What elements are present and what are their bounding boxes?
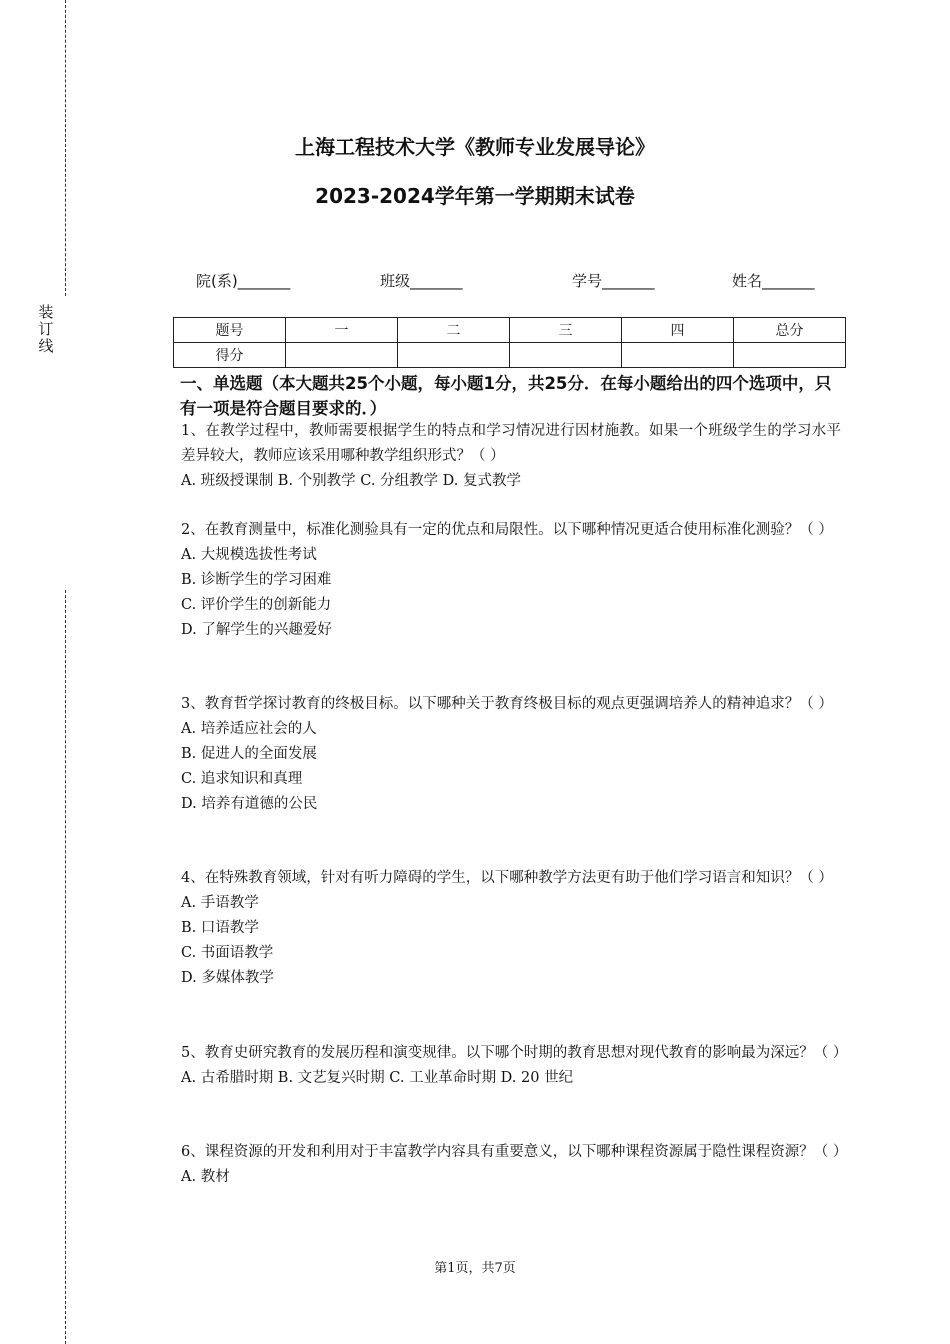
option-c: C. 书面语教学 <box>181 945 274 961</box>
option-b: B. 口语教学 <box>181 920 259 936</box>
option-c: C. 评价学生的创新能力 <box>181 597 332 613</box>
question-options: A. 班级授课制 B. 个别教学 C. 分组教学 D. 复式教学 <box>181 473 522 489</box>
question-options: A. 古希腊时期 B. 文艺复兴时期 C. 工业革命时期 D. 20 世纪 <box>181 1070 574 1086</box>
question-stem: 1、在教学过程中，教师需要根据学生的特点和学习情况进行因材施教。如果一个班级学生的学习水平差异较大，教师应该采用哪种教学组织形式？（ ） <box>181 423 841 464</box>
question-5 <box>181 1041 848 1091</box>
score-table-cell: 四 <box>622 318 734 343</box>
score-table-score-row <box>174 343 846 368</box>
question-stem: 6、课程资源的开发和利用对于丰富教学内容具有重要意义，以下哪种课程资源属于隐性课程资源？（ ） <box>181 1144 848 1160</box>
question-6 <box>181 1140 848 1190</box>
question-stem: 2、在教育测量中，标准化测验具有一定的优点和局限性。以下哪种情况更适合使用标准化测验？（ ） <box>181 522 833 538</box>
score-input-cell[interactable] <box>734 343 846 368</box>
option-a: A. 手语教学 <box>181 895 259 911</box>
page-number: 第1页，共7页 <box>434 1261 516 1276</box>
option-b: B. 促进人的全面发展 <box>181 746 317 762</box>
option-a: A. 培养适应社会的人 <box>181 721 317 737</box>
question-1 <box>181 419 841 494</box>
score-input-cell[interactable] <box>286 343 398 368</box>
binding-line-bottom <box>65 590 66 1344</box>
option-b: B. 诊断学生的学习困难 <box>181 572 332 588</box>
question-stem: 4、在特殊教育领域，针对有听力障碍的学生，以下哪种教学方法更有助于他们学习语言和知识？（ ） <box>181 870 833 886</box>
section-heading: 一、单选题（本大题共25个小题，每小题1分，共25分．在每小题给出的四个选项中，只有一项是符合题目要求的．） <box>180 374 832 418</box>
score-table <box>173 317 846 368</box>
score-table-cell: 总分 <box>734 318 846 343</box>
binding-char: 装 <box>38 303 54 321</box>
score-table-cell: 得分 <box>174 343 286 368</box>
binding-label <box>37 304 55 355</box>
score-table-cell: 一 <box>286 318 398 343</box>
question-stem: 3、教育哲学探讨教育的终极目标。以下哪种关于教育终极目标的观点更强调培养人的精神追求？（ ） <box>181 696 833 712</box>
option-d: D. 培养有道德的公民 <box>181 796 318 812</box>
score-input-cell[interactable] <box>622 343 734 368</box>
exam-subtitle: 2023-2024学年第一学期期末试卷 <box>315 184 635 208</box>
question-stem: 5、教育史研究教育的发展历程和演变规律。以下哪个时期的教育思想对现代教育的影响最为深远？（ ） <box>181 1045 848 1061</box>
score-table-header-row <box>174 318 846 343</box>
name-field[interactable]: 姓名_______ <box>732 272 815 290</box>
question-3 <box>181 692 841 817</box>
score-table-cell: 题号 <box>174 318 286 343</box>
option-d: D. 了解学生的兴趣爱好 <box>181 622 332 638</box>
option-c: C. 追求知识和真理 <box>181 771 303 787</box>
class-field[interactable]: 班级_______ <box>380 272 463 290</box>
option-a: A. 大规模选拔性考试 <box>181 547 317 563</box>
binding-char: 订 <box>38 320 54 338</box>
department-field[interactable]: 院(系)_______ <box>196 272 291 290</box>
option-d: D. 多媒体教学 <box>181 970 274 986</box>
exam-title: 上海工程技术大学《教师专业发展导论》 <box>295 135 655 159</box>
student-id-field[interactable]: 学号_______ <box>572 272 655 290</box>
score-input-cell[interactable] <box>398 343 510 368</box>
score-table-cell: 三 <box>510 318 622 343</box>
score-input-cell[interactable] <box>510 343 622 368</box>
question-4 <box>181 866 841 991</box>
binding-char: 线 <box>38 337 54 355</box>
score-table-cell: 二 <box>398 318 510 343</box>
option-a: A. 教材 <box>181 1169 230 1185</box>
question-2 <box>181 518 841 643</box>
